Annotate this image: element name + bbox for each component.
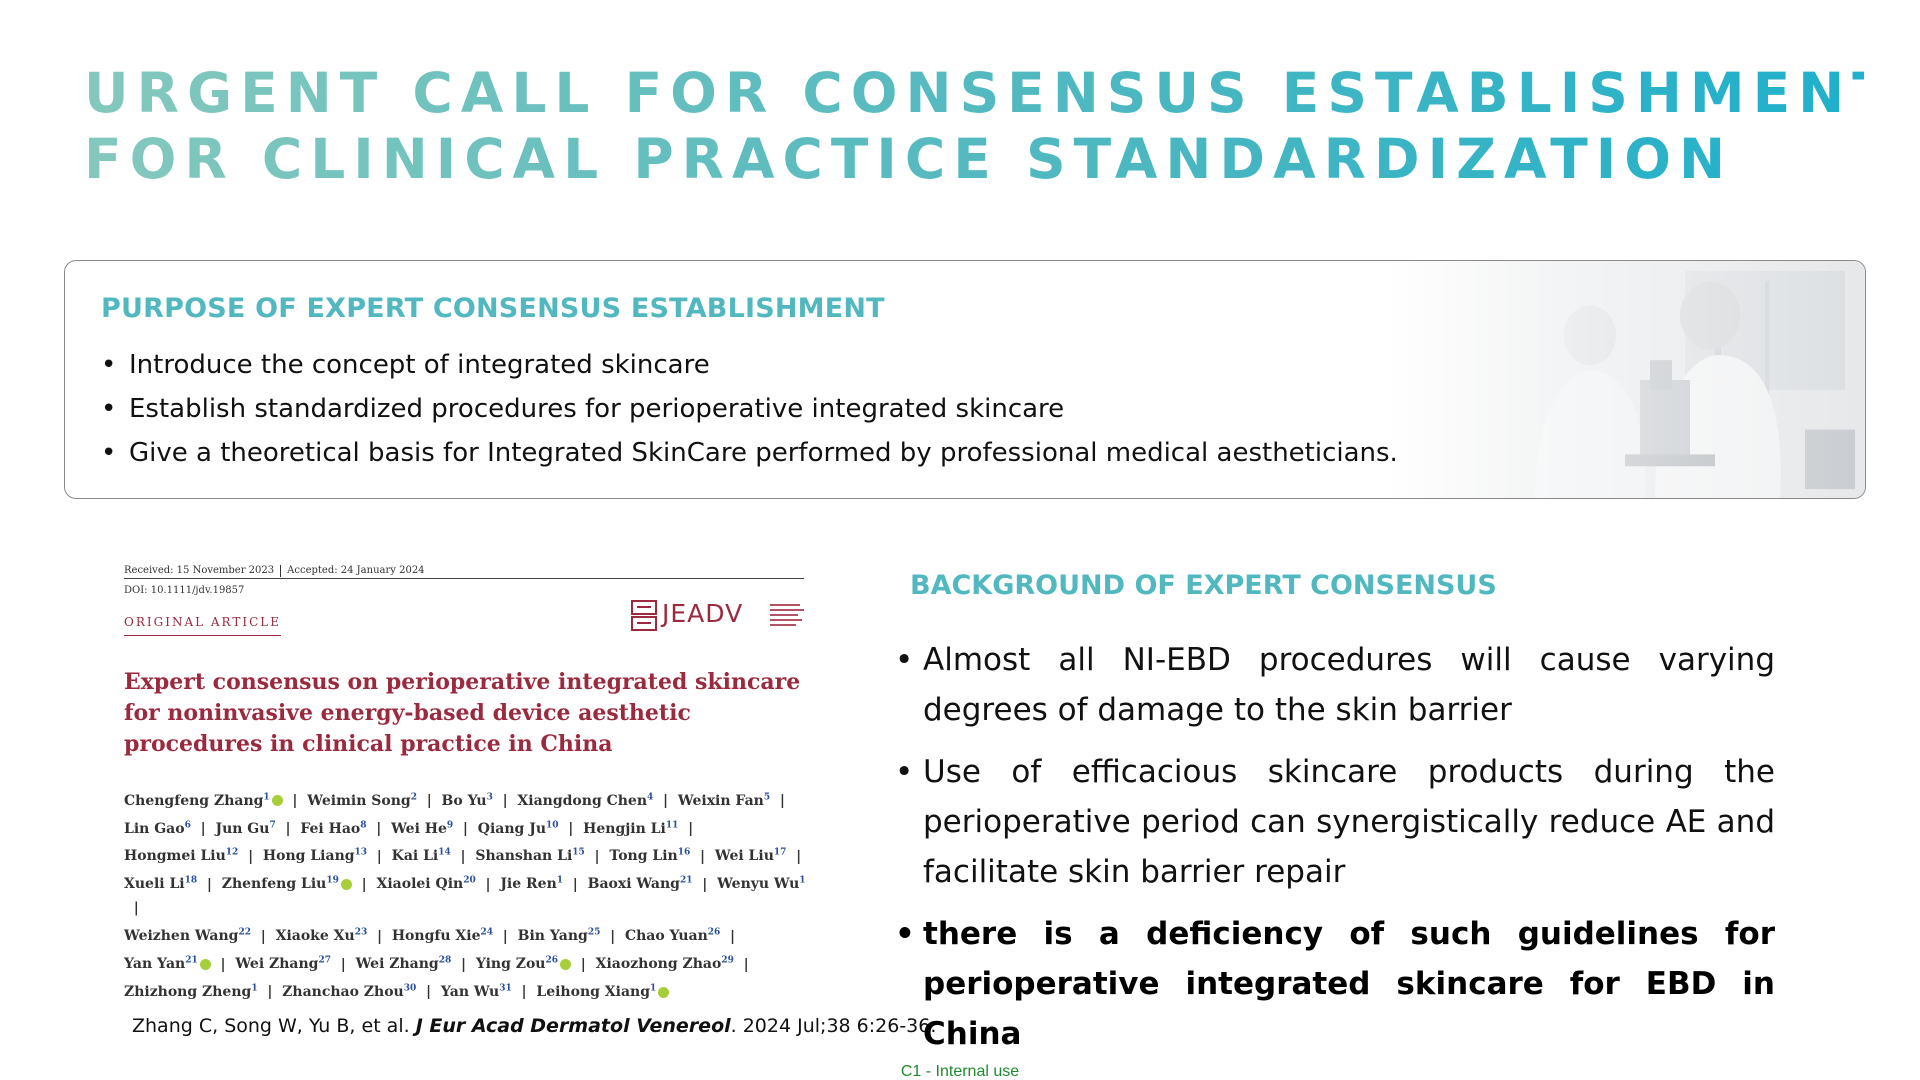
- author-separator: |: [584, 848, 610, 865]
- orcid-icon: [560, 959, 571, 970]
- orcid-icon: [200, 959, 211, 970]
- purpose-item-text: Establish standardized procedures for perioperative integrated skincare: [129, 394, 1065, 424]
- purpose-heading: PURPOSE OF EXPERT CONSENSUS ESTABLISHMENT: [101, 293, 885, 324]
- author-name: Xiangdong Chen$^4$: [517, 792, 654, 809]
- author-affiliation: 12: [225, 847, 239, 858]
- author-separator: |: [451, 956, 476, 973]
- author-affiliation: 22: [238, 927, 251, 938]
- background-item: [895, 635, 1775, 735]
- author-name: Weixin Fan$^5$: [677, 792, 771, 809]
- author-name: Hongfu Xie$^{24}$: [391, 927, 494, 945]
- author-name: Wei Zhang$^{27}$: [235, 955, 331, 973]
- author-affiliation: 25: [587, 927, 601, 938]
- author-name: Jun Gu$^7$: [215, 819, 276, 837]
- citation: [132, 1015, 936, 1037]
- author-separator: |: [197, 876, 222, 893]
- author-name: Tong Lin$^{16}$: [609, 847, 691, 865]
- article-title: Expert consensus on perioperative integrated skincare for noninvasive energy-based device aesthetic procedures in clinical practice in China: [124, 669, 801, 757]
- author-name: Chao Yuan$^{26}$: [624, 927, 721, 945]
- slide-title-line-2: FOR CLINICAL PRACTICE STANDARDIZATION: [84, 127, 1734, 191]
- author-row: [124, 949, 814, 977]
- article-type-label: ORIGINAL ARTICLE: [124, 615, 281, 636]
- background-item-text: there is a deficiency of such guidelines for perioperative integrated skincare for EBD in China: [923, 916, 1775, 1052]
- author-affiliation: 23: [354, 927, 368, 938]
- author-affiliation: 30: [403, 983, 417, 994]
- citation-authors: Zhang C, Song W, Yu B, et al.: [132, 1015, 416, 1037]
- slide-title: [84, 60, 1898, 192]
- author-affiliation: 5: [763, 792, 771, 802]
- author-separator: |: [786, 848, 812, 865]
- purpose-item: [101, 387, 1398, 431]
- jeadv-logo-icon: [630, 599, 658, 633]
- author-affiliation: 26: [545, 955, 559, 966]
- author-affiliation: 10: [546, 819, 559, 830]
- author-affiliation: 16: [677, 847, 691, 858]
- author-separator: |: [563, 876, 588, 893]
- author-affiliation: 7: [269, 819, 276, 830]
- purpose-item: [101, 431, 1398, 475]
- author-row: [124, 921, 814, 949]
- author-name: Lin Gao$^6$: [124, 819, 191, 837]
- author-separator: |: [190, 820, 216, 837]
- author-affiliation: 27: [318, 955, 331, 966]
- author-row: [124, 869, 814, 921]
- author-name: Hongmei Liu$^{12}$: [124, 847, 239, 865]
- author-affiliation: 1: [799, 875, 806, 886]
- article-dates: [124, 563, 804, 579]
- author-name: Wenyu Wu$^1$: [717, 875, 806, 893]
- author-name: Weizhen Wang$^{22}$: [124, 927, 251, 945]
- purpose-item-text: Give a theoretical basis for Integrated SkinCare performed by professional medical aestheticians.: [129, 438, 1398, 468]
- background-item: [895, 747, 1775, 897]
- author-affiliation: 1: [263, 792, 270, 802]
- author-name: Bo Yu$^3$: [441, 792, 493, 809]
- bullet-icon: •: [895, 642, 914, 678]
- author-affiliation: 4: [647, 792, 654, 802]
- author-affiliation: 6: [184, 819, 191, 830]
- author-separator: |: [351, 876, 377, 893]
- author-separator: |: [692, 876, 718, 893]
- author-affiliation: 28: [438, 955, 452, 966]
- author-separator: |: [330, 956, 356, 973]
- author-affiliation: 29: [721, 955, 734, 966]
- author-separator: |: [416, 984, 441, 1001]
- bullet-icon: •: [101, 350, 117, 380]
- author-name: Baoxi Wang$^{21}$: [587, 875, 693, 893]
- author-separator: |: [571, 956, 596, 973]
- author-separator: |: [367, 848, 392, 865]
- article-header-rule: [124, 578, 804, 579]
- author-affiliation: 21: [185, 955, 198, 966]
- author-affiliation: 15: [572, 847, 585, 858]
- author-affiliation: 26: [707, 927, 721, 938]
- author-separator: |: [690, 848, 715, 865]
- author-affiliation: 1: [650, 983, 657, 994]
- background-item-text: Use of efficacious skincare products during the perioperative period can synergistically reduce AE and facilitate skin barrier repair: [923, 754, 1775, 890]
- bullet-icon: •: [895, 916, 915, 952]
- author-affiliation: 18: [184, 875, 198, 886]
- author-separator: |: [238, 848, 263, 865]
- author-name: Hengjin Li$^{11}$: [583, 819, 679, 837]
- author-separator: |: [492, 792, 518, 809]
- author-affiliation: 20: [463, 875, 476, 886]
- background-item-emphasis: [895, 909, 1775, 1059]
- author-separator: |: [250, 928, 276, 945]
- author-name: Shanshan Li$^{15}$: [475, 847, 585, 865]
- author-name: Bin Yang$^{25}$: [517, 927, 601, 945]
- bullet-icon: •: [895, 754, 914, 790]
- citation-details: . 2024 Jul;38 6:26-36.: [730, 1015, 937, 1037]
- author-row: [124, 813, 814, 841]
- author-name: Zhanchao Zhou$^{30}$: [282, 983, 417, 1001]
- author-name: Zhizhong Zheng$^1$: [124, 983, 258, 1001]
- author-separator: |: [416, 792, 442, 809]
- author-separator: |: [770, 792, 795, 809]
- author-name: Yan Wu$^{31}$: [440, 983, 512, 1001]
- author-name: Yan Yan$^{21}$: [124, 956, 211, 972]
- purpose-list: [101, 343, 1398, 475]
- author-separator: |: [558, 820, 584, 837]
- author-separator: |: [275, 820, 301, 837]
- background-heading: BACKGROUND OF EXPERT CONSENSUS: [910, 570, 1497, 601]
- author-affiliation: 21: [679, 875, 693, 886]
- separator: [280, 565, 281, 577]
- author-separator: |: [257, 984, 283, 1001]
- bullet-icon: •: [101, 438, 117, 468]
- author-name: Chengfeng Zhang$^1$: [124, 793, 283, 809]
- author-affiliation: 17: [773, 847, 787, 858]
- purpose-panel: [64, 260, 1866, 499]
- purpose-item-text: Introduce the concept of integrated skincare: [129, 350, 710, 380]
- author-affiliation: 8: [360, 819, 367, 830]
- author-affiliation: 13: [354, 847, 368, 858]
- author-affiliation: 19: [326, 875, 339, 886]
- author-name: Weimin Song$^2$: [307, 792, 417, 809]
- author-separator: |: [367, 928, 392, 945]
- author-separator: |: [366, 820, 392, 837]
- author-separator: |: [720, 928, 745, 945]
- author-affiliation: 9: [446, 819, 454, 830]
- article-received: Received: 15 November 2023: [124, 565, 275, 576]
- laboratory-background-image: [1385, 261, 1865, 498]
- author-separator: |: [124, 900, 149, 917]
- bullet-icon: •: [101, 394, 117, 424]
- jeadv-logo-text: JEADV: [662, 599, 744, 628]
- orcid-icon: [341, 879, 352, 890]
- author-separator: |: [511, 984, 537, 1001]
- jeadv-logo-fineprint: [770, 603, 806, 627]
- author-name: Leihong Xiang$^1$: [536, 984, 669, 1000]
- author-name: Hong Liang$^{13}$: [262, 847, 368, 865]
- author-affiliation: 3: [486, 792, 493, 802]
- author-name: Xueli Li$^{18}$: [124, 875, 198, 893]
- author-affiliation: 11: [665, 819, 679, 830]
- orcid-icon: [658, 987, 669, 998]
- classification-footer: C1 - Internal use: [900, 1063, 1020, 1080]
- author-name: Fei Hao$^8$: [300, 819, 367, 837]
- author-separator: |: [600, 928, 625, 945]
- author-separator: |: [282, 792, 308, 809]
- article-doi: DOI: 10.1111/jdv.19857: [124, 585, 245, 596]
- citation-journal: J Eur Acad Dermatol Venereol: [415, 1015, 731, 1037]
- author-row: [124, 841, 814, 869]
- author-separator: |: [493, 928, 518, 945]
- author-affiliation: 31: [499, 983, 512, 994]
- author-affiliation: 14: [438, 847, 451, 858]
- author-row: [124, 976, 814, 1004]
- author-separator: |: [210, 956, 236, 973]
- author-name: Wei Liu$^{17}$: [714, 847, 787, 865]
- author-affiliation: 24: [480, 927, 494, 938]
- purpose-item: [101, 343, 1398, 387]
- author-row: [124, 785, 814, 813]
- author-name: Zhenfeng Liu$^{19}$: [222, 876, 352, 892]
- author-name: Ying Zou$^{26}$: [476, 956, 571, 972]
- article-accepted: Accepted: 24 January 2024: [287, 565, 425, 576]
- background-item-text: Almost all NI-EBD procedures will cause varying degrees of damage to the skin barrier: [923, 642, 1775, 728]
- jeadv-logo: [630, 595, 810, 635]
- author-name: Qiang Ju$^{10}$: [477, 819, 559, 837]
- author-affiliation: 2: [410, 792, 417, 802]
- author-affiliation: 1: [556, 875, 564, 886]
- article-thumbnail: [110, 555, 812, 1001]
- author-separator: |: [475, 876, 501, 893]
- article-authors: [124, 785, 814, 1004]
- slide-title-line-1: URGENT CALL FOR CONSENSUS ESTABLISHMENT: [84, 61, 1898, 125]
- author-separator: |: [453, 820, 478, 837]
- author-name: Kai Li$^{14}$: [391, 847, 451, 865]
- author-separator: |: [653, 792, 678, 809]
- author-name: Xiaolei Qin$^{20}$: [376, 875, 476, 893]
- orcid-icon: [272, 795, 283, 806]
- author-name: Jie Ren$^1$: [500, 875, 564, 893]
- author-affiliation: 1: [251, 983, 258, 994]
- author-separator: |: [678, 820, 703, 837]
- author-separator: |: [450, 848, 476, 865]
- author-name: Wei Zhang$^{28}$: [355, 955, 452, 973]
- author-separator: |: [733, 956, 759, 973]
- author-name: Xiaozhong Zhao$^{29}$: [595, 955, 734, 973]
- author-name: Wei He$^9$: [391, 819, 454, 837]
- background-list: [895, 635, 1775, 1071]
- author-name: Xiaoke Xu$^{23}$: [275, 927, 368, 945]
